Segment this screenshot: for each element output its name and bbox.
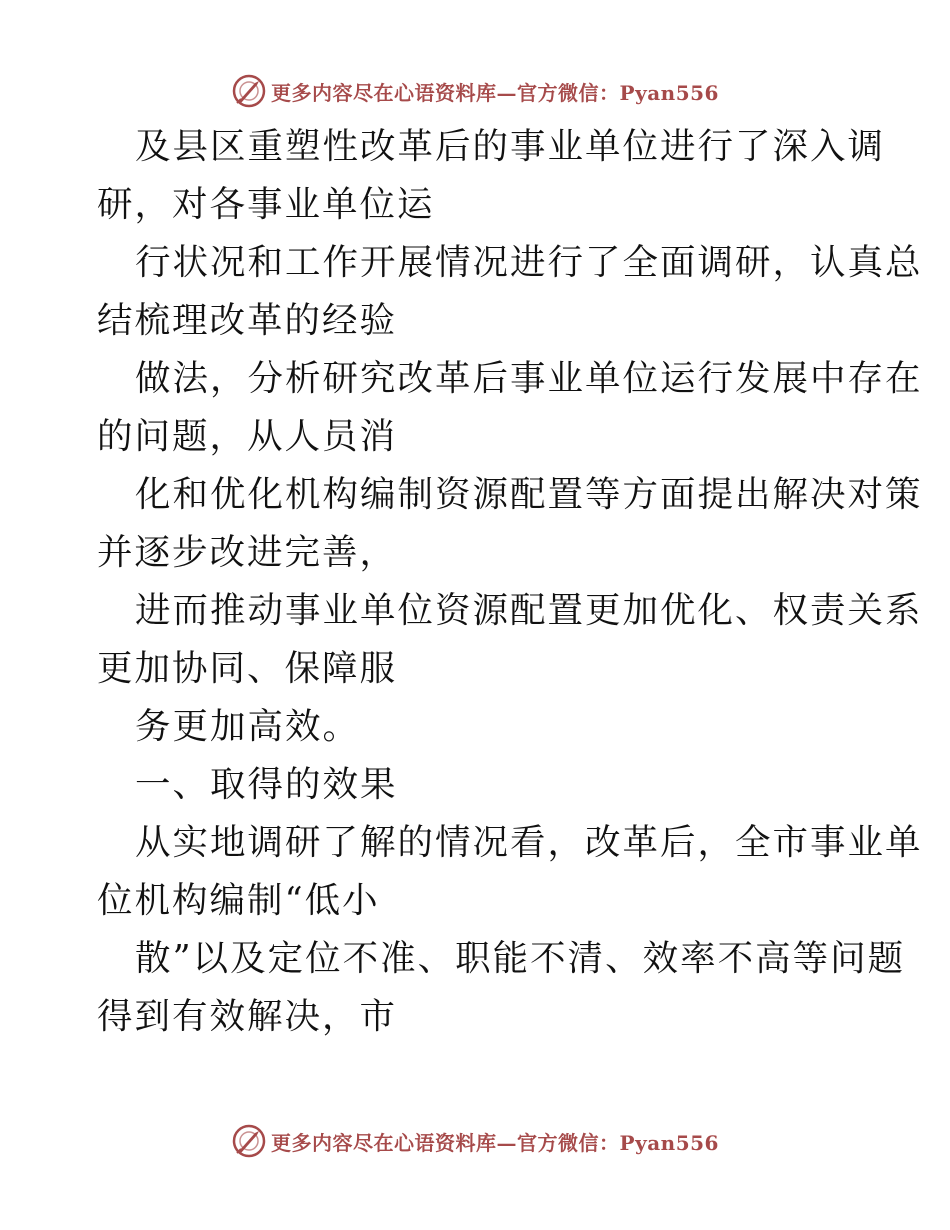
text-line: 及县区重塑性改革后的事业单位进行了深入调	[135, 126, 886, 167]
watermark-text: 更多内容尽在心语资料库—官方微信：Pyan556	[271, 80, 719, 105]
feather-pen-logo-icon	[231, 1123, 267, 1159]
text-line: 得到有效解决，市	[97, 996, 398, 1037]
watermark-footer	[0, 1121, 950, 1161]
feather-pen-logo-icon	[231, 73, 267, 109]
text-line: 从实地调研了解的情况看，改革后，全市事业单	[135, 822, 923, 863]
text-line: 并逐步改进完善，	[97, 532, 398, 573]
watermark-text: 更多内容尽在心语资料库—官方微信：Pyan556	[271, 1130, 719, 1155]
text-line: 化和优化机构编制资源配置等方面提出解决对策	[135, 474, 923, 515]
text-line: 位机构编制“低小	[97, 880, 380, 921]
text-line: 的问题，从人员消	[97, 416, 398, 457]
watermark-header	[0, 71, 950, 111]
text-line: 务更加高效。	[135, 706, 361, 747]
document-body	[97, 118, 923, 1046]
text-line: 研，对各事业单位运	[97, 184, 435, 225]
text-line: 散”以及定位不准、职能不清、效率不高等问题	[135, 938, 906, 979]
text-line: 更加协同、保障服	[97, 648, 398, 689]
text-line: 进而推动事业单位资源配置更加优化、权责关系	[135, 590, 923, 631]
text-line: 行状况和工作开展情况进行了全面调研，认真总	[135, 242, 923, 283]
section-heading: 一、取得的效果	[135, 764, 398, 805]
text-line: 结梳理改革的经验	[97, 300, 398, 341]
text-line: 做法，分析研究改革后事业单位运行发展中存在	[135, 358, 923, 399]
